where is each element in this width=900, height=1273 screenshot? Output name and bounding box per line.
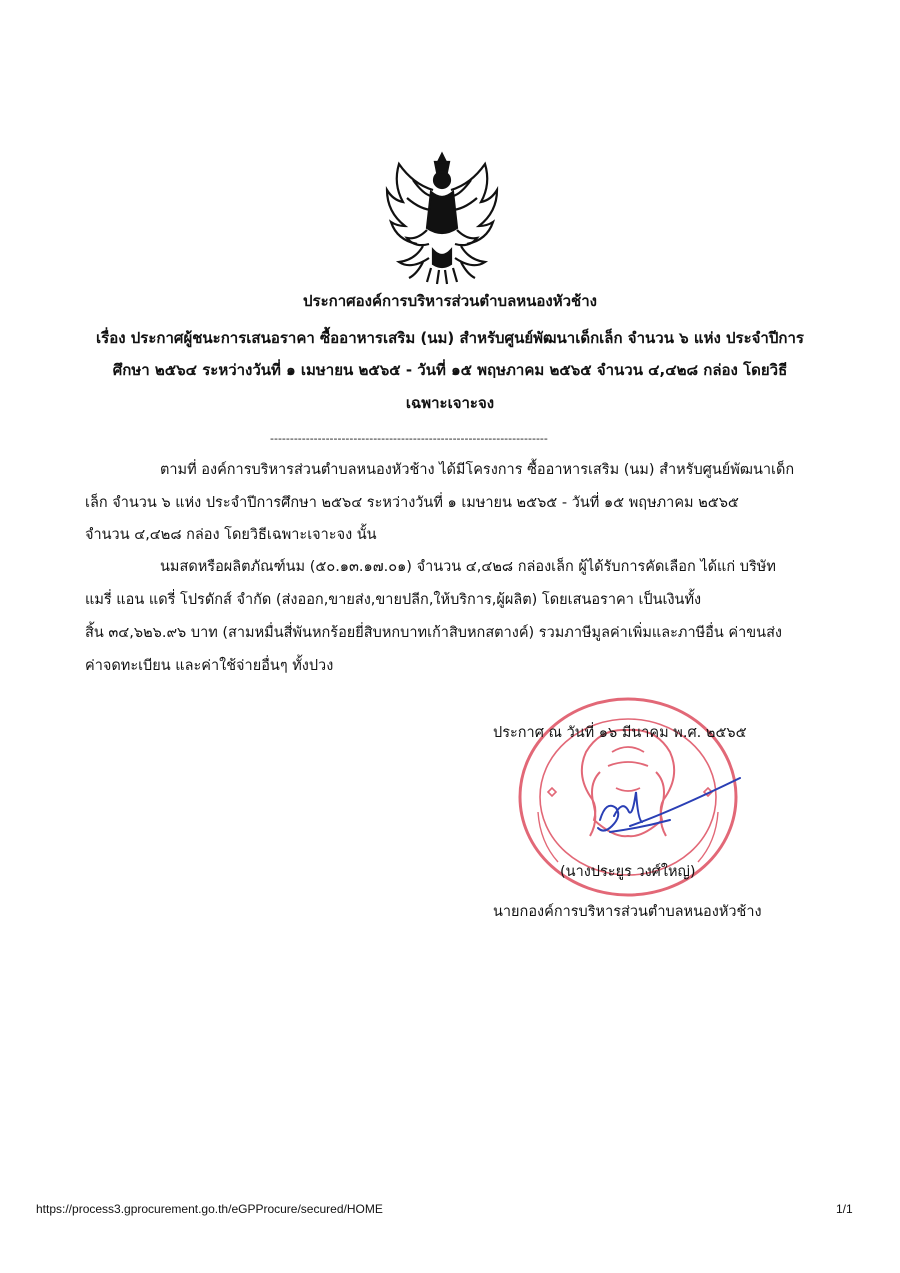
signer-name: (นางประยูร วงศ์ใหญ่) xyxy=(560,864,696,880)
garuda-emblem-icon xyxy=(383,150,501,285)
paragraph2-line-1: นมสดหรือผลิตภัณฑ์นม (๕๐.๑๓.๑๗.๐๑) จำนวน ๔,๔๒๘ กล่องเล็ก ผู้ได้รับการคัดเลือก ได้แก่ บริษัท xyxy=(160,559,776,575)
paragraph2-line-3: สิ้น ๓๔,๖๒๖.๙๖ บาท (สามหมื่นสี่พันหกร้อยยี่สิบหกบาทเก้าสิบหกสตางค์) รวมภาษีมูลค่าเพิ่มและภาษีอื่น ค่าขนส่ง xyxy=(85,625,782,641)
subject-line-2: ศึกษา ๒๕๖๔ ระหว่างวันที่ ๑ เมษายน ๒๕๖๕ - วันที่ ๑๕ พฤษภาคม ๒๕๖๕ จำนวน ๔,๔๒๘ กล่อง โดยวิธี xyxy=(112,361,788,379)
subject-line-3: เฉพาะเจาะจง xyxy=(405,394,495,412)
paragraph2-line-2: แมรี่ แอน แดรี่ โปรดักส์ จำกัด (ส่งออก,ขายส่ง,ขายปลีก,ให้บริการ,ผู้ผลิต) โดยเสนอราคา เป็นเงินทั้ง xyxy=(85,592,702,608)
signature-mark xyxy=(570,770,750,850)
footer-url[interactable]: https://process3.gprocurement.go.th/eGPProcure/secured/HOME xyxy=(36,1202,383,1216)
subject-line-1: เรื่อง ประกาศผู้ชนะการเสนอราคา ซื้ออาหารเสริม (นม) สำหรับศูนย์พัฒนาเด็กเล็ก จำนวน ๖ แห่ง ประจำปีการ xyxy=(96,329,804,347)
paragraph1-line-1: ตามที่ องค์การบริหารส่วนตำบลหนองหัวช้าง ได้มีโครงการ ซื้ออาหารเสริม (นม) สำหรับศูนย์พัฒนาเด็ก xyxy=(160,462,795,478)
paragraph1-line-2: เล็ก จำนวน ๖ แห่ง ประจำปีการศึกษา ๒๕๖๔ ระหว่างวันที่ ๑ เมษายน ๒๕๖๕ - วันที่ ๑๕ พฤษภาคม ๒๕๖๕ xyxy=(85,495,739,511)
paragraph2-line-4: ค่าจดทะเบียน และค่าใช้จ่ายอื่นๆ ทั้งปวง xyxy=(85,658,334,674)
paragraph1-line-3: จำนวน ๔,๔๒๘ กล่อง โดยวิธีเฉพาะเจาะจง นั้น xyxy=(85,527,377,543)
signer-position: นายกองค์การบริหารส่วนตำบลหนองหัวช้าง xyxy=(493,904,762,920)
page-number: 1/1 xyxy=(836,1202,853,1216)
announcement-title: ประกาศองค์การบริหารส่วนตำบลหนองหัวช้าง xyxy=(303,292,597,310)
announcement-date: ประกาศ ณ วันที่ ๑๖ มีนาคม พ.ศ. ๒๕๖๕ xyxy=(493,725,747,741)
divider-line: ---------------------------------------------------------------------- xyxy=(270,432,548,445)
